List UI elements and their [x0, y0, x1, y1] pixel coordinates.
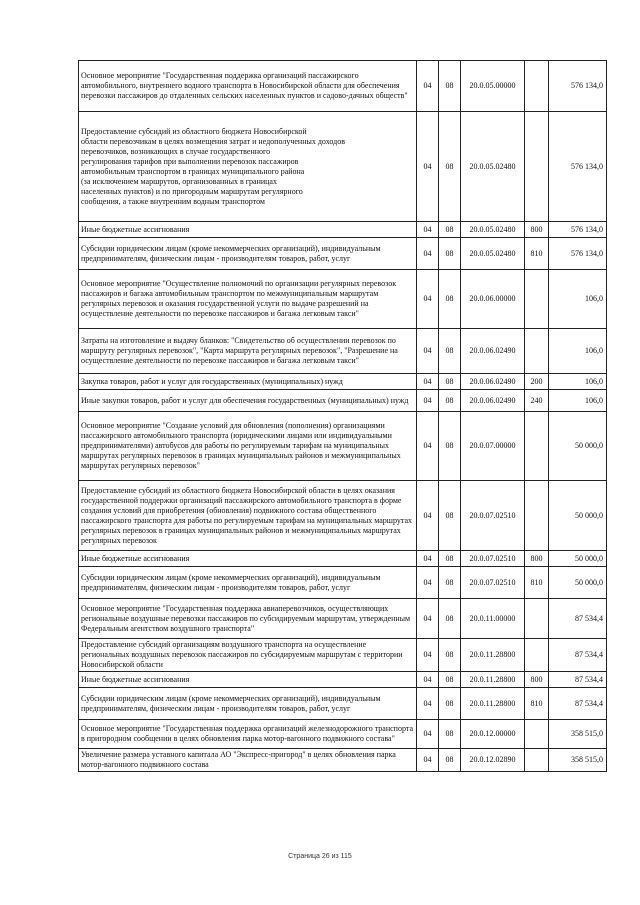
target-article-code: 20.0.11.28800	[461, 639, 525, 672]
expense-type-code	[525, 112, 549, 222]
amount: 87 534,4	[549, 688, 607, 720]
expense-type-code	[525, 749, 549, 772]
section-code: 04	[417, 61, 439, 112]
amount: 358 515,0	[549, 749, 607, 772]
row-description: Основное мероприятие "Государственная поддержка авиаперевозчиков, осуществляющих региональные воздушные перевозки пассажиров по субсидируемым маршрутам, утвержденным Федеральным агентством воздушного транспорта"	[79, 599, 417, 639]
amount: 576 134,0	[549, 238, 607, 270]
target-article-code: 20.0.05.02480	[461, 238, 525, 270]
table-row	[79, 112, 607, 222]
subsection-code: 08	[439, 329, 461, 374]
table-row	[79, 270, 607, 329]
expense-type-code	[525, 599, 549, 639]
target-article-code: 20.0.07.02510	[461, 481, 525, 551]
subsection-code: 08	[439, 688, 461, 720]
amount: 106,0	[549, 374, 607, 390]
table-row	[79, 238, 607, 270]
subsection-code: 08	[439, 749, 461, 772]
row-description: Субсидии юридическим лицам (кроме некоммерческих организаций), индивидуальным предпринимателям, физическим лицам - производителям товаров, работ, услуг	[79, 567, 417, 599]
amount: 358 515,0	[549, 720, 607, 749]
section-code: 04	[417, 238, 439, 270]
target-article-code: 20.0.12.00000	[461, 720, 525, 749]
expense-type-code	[525, 720, 549, 749]
section-code: 04	[417, 672, 439, 688]
expense-type-code: 810	[525, 238, 549, 270]
subsection-code: 08	[439, 270, 461, 329]
budget-table	[78, 60, 607, 772]
table-row	[79, 688, 607, 720]
amount: 50 000,0	[549, 567, 607, 599]
amount: 106,0	[549, 390, 607, 412]
target-article-code: 20.0.07.02510	[461, 551, 525, 567]
amount: 87 534,4	[549, 672, 607, 688]
table-row	[79, 390, 607, 412]
subsection-code: 08	[439, 481, 461, 551]
section-code: 04	[417, 599, 439, 639]
table-row	[79, 481, 607, 551]
subsection-code: 08	[439, 374, 461, 390]
table-row	[79, 567, 607, 599]
expense-type-code	[525, 412, 549, 481]
amount: 576 134,0	[549, 61, 607, 112]
section-code: 04	[417, 481, 439, 551]
subsection-code: 08	[439, 551, 461, 567]
section-code: 04	[417, 270, 439, 329]
amount: 50 000,0	[549, 551, 607, 567]
expense-type-code	[525, 639, 549, 672]
section-code: 04	[417, 329, 439, 374]
amount: 50 000,0	[549, 481, 607, 551]
expense-type-code: 800	[525, 672, 549, 688]
row-description: Субсидии юридическим лицам (кроме некоммерческих организаций), индивидуальным предпринимателям, физическим лицам - производителям товаров, работ, услуг	[79, 238, 417, 270]
subsection-code: 08	[439, 412, 461, 481]
subsection-code: 08	[439, 238, 461, 270]
amount: 50 000,0	[549, 412, 607, 481]
expense-type-code	[525, 61, 549, 112]
subsection-code: 08	[439, 599, 461, 639]
target-article-code: 20.0.07.00000	[461, 412, 525, 481]
section-code: 04	[417, 390, 439, 412]
table-row	[79, 222, 607, 238]
expense-type-code	[525, 270, 549, 329]
row-description: Затраты на изготовление и выдачу бланков: "Свидетельство об осуществлении перевозок по маршруту регулярных перевозок", "Карта маршрута регулярных перевозок", "Разрешение на осуществление деятельности по перевозке пассажиров и багажа легковым такси"	[79, 329, 417, 374]
section-code: 04	[417, 112, 439, 222]
amount: 576 134,0	[549, 222, 607, 238]
section-code: 04	[417, 567, 439, 599]
amount: 106,0	[549, 329, 607, 374]
subsection-code: 08	[439, 390, 461, 412]
target-article-code: 20.0.11.28800	[461, 672, 525, 688]
table-row	[79, 599, 607, 639]
subsection-code: 08	[439, 672, 461, 688]
subsection-code: 08	[439, 112, 461, 222]
amount: 106,0	[549, 270, 607, 329]
row-description: Иные бюджетные ассигнования	[79, 672, 417, 688]
row-description: Предоставление субсидий из областного бюджета Новосибирской области перевозчикам в целях возмещения затрат и недополученных доходов перевозчиков, возникающих в случае государственного регулирования тарифов при выполнении перевозок пассажиров автомобильным транспортом в границах муниципального района (за исключением маршрутов, организованных в границах населенных пунктов) и по пригородным маршрутам регулярного сообщения, а также внутренним водным транспортом	[79, 112, 417, 222]
subsection-code: 08	[439, 639, 461, 672]
amount: 87 534,4	[549, 599, 607, 639]
page-number: Страница 26 из 115	[288, 853, 352, 860]
target-article-code: 20.0.05.00000	[461, 61, 525, 112]
section-code: 04	[417, 639, 439, 672]
row-description: Иные закупки товаров, работ и услуг для обеспечения государственных (муниципальных) нужд	[79, 390, 417, 412]
table-row	[79, 412, 607, 481]
section-code: 04	[417, 551, 439, 567]
target-article-code: 20.0.11.28800	[461, 688, 525, 720]
expense-type-code: 200	[525, 374, 549, 390]
target-article-code: 20.0.11.00000	[461, 599, 525, 639]
target-article-code: 20.0.06.02490	[461, 329, 525, 374]
target-article-code: 20.0.05.02480	[461, 112, 525, 222]
expense-type-code	[525, 481, 549, 551]
row-description: Основное мероприятие "Государственная поддержка организаций железнодорожного транспорта в пригородном сообщении в целях обновления парка мотор-вагонного подвижного состава"	[79, 720, 417, 749]
subsection-code: 08	[439, 720, 461, 749]
table-row	[79, 749, 607, 772]
section-code: 04	[417, 720, 439, 749]
amount: 87 534,4	[549, 639, 607, 672]
section-code: 04	[417, 222, 439, 238]
table-row	[79, 61, 607, 112]
table-row	[79, 672, 607, 688]
row-description: Основное мероприятие "Создание условий для обновления (пополнения) организациями пассажирского автомобильного транспорта (юридическими лицами или индивидуальными предпринимателями) автобусов для работы по регулируемым тарифам на муниципальных маршрутах регулярных перевозок в границах муниципальных районов и межмуниципальных маршрутах регулярных перевозок"	[79, 412, 417, 481]
row-description: Иные бюджетные ассигнования	[79, 222, 417, 238]
table-row	[79, 551, 607, 567]
section-code: 04	[417, 749, 439, 772]
row-description: Иные бюджетные ассигнования	[79, 551, 417, 567]
table-row	[79, 720, 607, 749]
row-description: Предоставление субсидий организациям воздушного транспорта на осуществление региональных воздушных перевозок пассажиров по субсидируемым маршрутам с территории Новосибирской области	[79, 639, 417, 672]
table-row	[79, 374, 607, 390]
section-code: 04	[417, 688, 439, 720]
row-description: Предоставление субсидий из областного бюджета Новосибирской области в целях оказания государственной поддержки организаций пассажирского автомобильного транспорта в форме создания условий для приобретения (обновления) подвижного состава общественного пассажирского транспорта для работы по регулируемым тарифам на муниципальных маршрутах регулярных перевозок в границах муниципальных районов и межмуниципальных маршрутах регулярных перевозок	[79, 481, 417, 551]
expense-type-code: 810	[525, 567, 549, 599]
expense-type-code: 240	[525, 390, 549, 412]
row-description: Субсидии юридическим лицам (кроме некоммерческих организаций), индивидуальным предпринимателям, физическим лицам - производителям товаров, работ, услуг	[79, 688, 417, 720]
expense-type-code	[525, 329, 549, 374]
target-article-code: 20.0.05.02480	[461, 222, 525, 238]
row-description: Закупка товаров, работ и услуг для государственных (муниципальных) нужд	[79, 374, 417, 390]
amount: 576 134,0	[549, 112, 607, 222]
target-article-code: 20.0.06.00000	[461, 270, 525, 329]
target-article-code: 20.0.07.02510	[461, 567, 525, 599]
subsection-code: 08	[439, 222, 461, 238]
target-article-code: 20.0.06.02490	[461, 390, 525, 412]
section-code: 04	[417, 374, 439, 390]
row-description: Основное мероприятие "Осуществление полномочий по организации регулярных перевозок пассажиров и багажа автомобильным транспортом по межмуниципальным маршрутам регулярных перевозок и оказания государственной услуги по выдаче разрешений на осуществление деятельности по перевозке пассажиров и багажа легковым такси"	[79, 270, 417, 329]
table-row	[79, 329, 607, 374]
row-description: Основное мероприятие "Государственная поддержка организаций пассажирского автомобильного, внутреннего водного транспорта в Новосибирской области для обеспечения перевозки пассажиров до отдаленных сельских населенных пунктов и садово-дачных обществ"	[79, 61, 417, 112]
target-article-code: 20.0.06.02490	[461, 374, 525, 390]
table-row	[79, 639, 607, 672]
target-article-code: 20.0.12.02890	[461, 749, 525, 772]
expense-type-code: 810	[525, 688, 549, 720]
expense-type-code: 800	[525, 222, 549, 238]
subsection-code: 08	[439, 61, 461, 112]
subsection-code: 08	[439, 567, 461, 599]
section-code: 04	[417, 412, 439, 481]
expense-type-code: 800	[525, 551, 549, 567]
row-description: Увеличение размера уставного капитала АО "Экспресс-пригород" в целях обновления парка мотор-вагонного подвижного состава	[79, 749, 417, 772]
